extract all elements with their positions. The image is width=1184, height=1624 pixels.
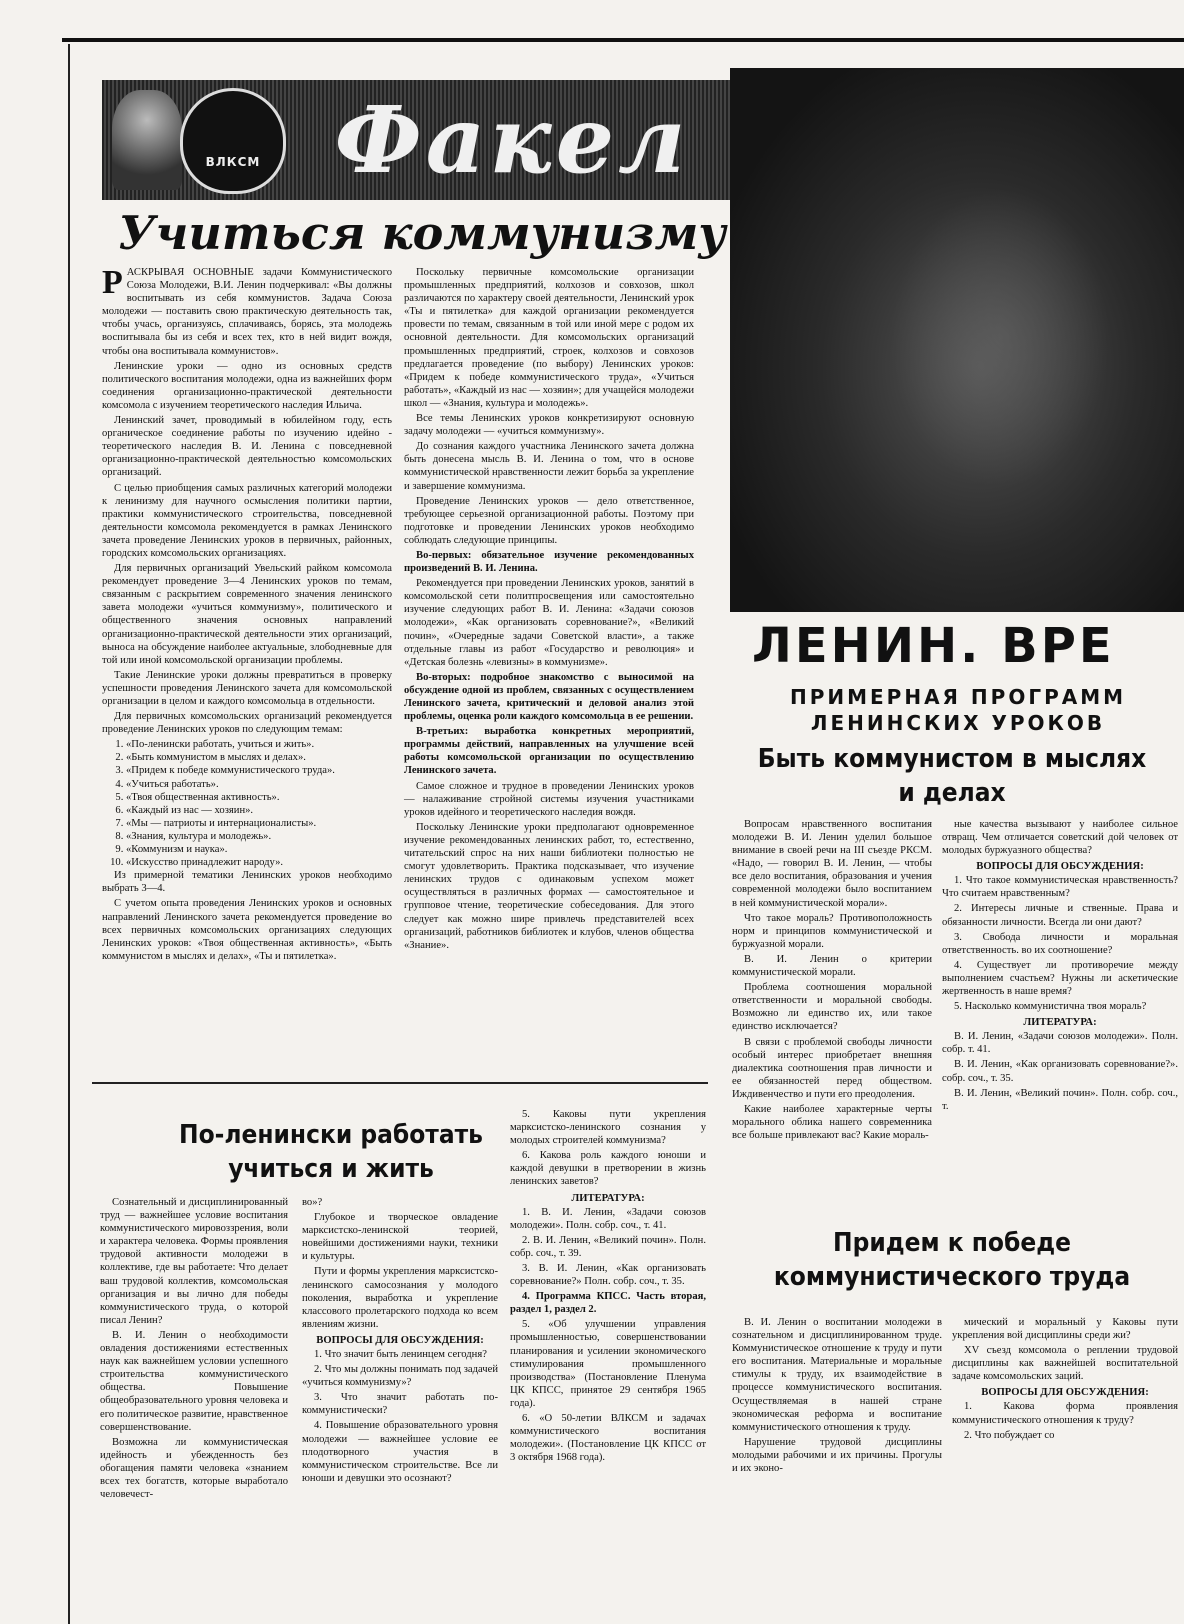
- paragraph: Самое сложное и трудное в проведении Ленинских уроков — налаживание стройной системы изучения участниками уроков идейного и теоретического наследия вождя.: [404, 780, 694, 818]
- list-item: 1. «По-ленински работать, учиться и жить».: [126, 738, 392, 751]
- torch-icon: [112, 90, 182, 190]
- literature-item: В. И. Ленин, «Как организовать соревнование?». собр. соч., т. 35.: [942, 1059, 1178, 1084]
- paragraph: До сознания каждого участника Ленинского зачета должна быть донесена мысль В. И. Ленина о том, что в основе коммунистической нравственности лежит борьба за укрепление и завершение коммунизма.: [404, 441, 694, 492]
- literature-heading: ЛИТЕРАТУРА:: [571, 1192, 645, 1204]
- paragraph: Для первичных организаций Увельский райком комсомола рекомендует проведение 3—4 Ленинских уроков по темам, связанным с раскрытием современного значения ленинского завета молодежи «учиться коммунизму», политического и общественного значения основных направлений организационно-практической деятельности этих организаций, выноса на обсуждение наиболее актуальные, злободневные для той или иной комсомольской организации проблемы.: [102, 563, 392, 666]
- paragraph: Из примерной тематики Ленинских уроков необходимо выбрать 3—4.: [102, 870, 392, 895]
- paragraph: Во-вторых: подробное знакомство с выносимой на обсуждение одной из проблем, связанных с осуществлением Ленинского зачета, критический и деловой анализ этой проблемы, оценка роли каждого комсомольца в ее решении.: [404, 671, 694, 723]
- paragraph: во»?: [302, 1197, 323, 1208]
- question: 1. Какова форма проявления коммунистического отношения к труду?: [952, 1401, 1178, 1426]
- paragraph: Для первичных комсомольских организаций рекомендуется проведение Ленинских уроков по следующим темам:: [102, 711, 392, 736]
- masthead-title: Факел: [334, 86, 690, 194]
- literature-item: 6. «О 50-летии ВЛКСМ и задачах коммунистического воспитания молодежи». (Постановление ЦК КПСС от 3 октября 1968 года).: [510, 1412, 706, 1464]
- list-item: 5. «Твоя общественная активность».: [126, 791, 392, 804]
- paragraph: ные качества вызывают у наиболее сильное отвращ. Чем отличается советский дой человек от молодых буржуазного общества?: [942, 819, 1178, 857]
- paragraph: В. И. Ленин о критерии коммунистической морали.: [732, 953, 932, 979]
- paragraph: мический и моральный у Каковы пути укрепления вой дисциплины среди жи?: [952, 1317, 1178, 1342]
- list-item: 7. «Мы — патриоты и интернационалисты».: [126, 817, 392, 830]
- paragraph: С целью приобщения самых различных категорий молодежи к ленинизму для научного осмысления политики партии, практики коммунистического строительства, повседневной деятельности комсомола рекомендуется в рамках Ленинского зачета проведение Ленинских уроков в первичных, районных, городских комсомольских организациях.: [102, 482, 392, 559]
- bottom-column-2: [302, 1196, 498, 1487]
- question: 3. Что значит работать по-коммунистически?: [302, 1392, 498, 1417]
- literature-heading: ЛИТЕРАТУРА:: [1023, 1017, 1097, 1029]
- subheading-labor: Придем к победе коммунистического труда: [773, 1228, 1131, 1292]
- paragraph: Все темы Ленинских уроков конкретизируют основную задачу молодежи — «учиться коммунизму».: [404, 413, 694, 438]
- program-line-1: ПРИМЕРНАЯ ПРОГРАММ: [789, 685, 1127, 709]
- lenin-photo: [730, 68, 1184, 612]
- question: 3. Свобода личности и моральная ответственность. во их соотношение?: [942, 931, 1178, 956]
- paragraph: Какие наиболее характерные черты морального облика нашего современника все больше привлекают вас? Какие мораль-: [732, 1103, 932, 1142]
- newspaper-page: [62, 38, 1184, 1624]
- literature-item: 2. В. И. Ленин, «Великий почин». Полн. собр. соч., т. 39.: [510, 1234, 706, 1259]
- paragraph: В. И. Ленин о воспитании молодежи в сознательном и дисциплинированном труде. Коммунистическое отношение к труду и пути его воспитания. Материальные и моральные стимулы к труду, их взаимодействие в процессе коммунистического воспитания. Осуществляемая в нашей стране экономическая реформа и воспитание коммунистического отношения к труду.: [732, 1317, 942, 1433]
- right-column-2: [942, 818, 1178, 1115]
- dropcap: Р: [102, 264, 123, 301]
- bottom-headline: По-ленински работать учиться и жить: [179, 1120, 483, 1184]
- list-item: 2. «Быть коммунистом в мыслях и делах».: [126, 751, 392, 764]
- paragraph: Глубокое и творческое овладение марксистско-ленинской теорией, новейшими достижениями науки, техники и культуры.: [302, 1212, 498, 1263]
- right-column-3: [732, 1316, 942, 1477]
- badge-label: ВЛКСМ: [205, 155, 261, 169]
- literature-item: 5. «Об улучшении управления промышленностью, совершенствовании планирования и усилении экономического стимулирования промышленного производства» (Постановление Пленума ЦК КПСС, принятое 29 сентября 1965 года).: [510, 1319, 706, 1409]
- question: 2. Интересы личные и ственные. Права и обязанности личности. Всегда ли они дают?: [942, 903, 1178, 928]
- right-column-1: [732, 818, 932, 1144]
- program-line-2: ЛЕНИНСКИХ УРОКОВ: [810, 711, 1106, 735]
- left-rule: [68, 44, 70, 1624]
- paragraph: Возможна ли коммунистическая идейность и убежденность без обогащения памяти человека «знанием всех тех богатств, которые выработало человечест-: [100, 1436, 288, 1501]
- question: 1. Что значит быть ленинцем сегодня?: [314, 1348, 487, 1360]
- main-column-2: [404, 266, 694, 954]
- paragraph: Что такое мораль? Противоположность норм и принципов коммунистической и буржуазной морали.: [732, 912, 932, 950]
- article-lead: РАСКРЫВАЯ ОСНОВНЫЕ задачи Коммунистического Союза Молодежи, В.И. Ленин подчеркивал: «Вы должны воспитывать из себя коммунистов. Задача Союза молодежи — поставить свою практическую деятельность так, чтобы учась, организуясь, сплачиваясь, борясь, эта молодежь воспитывала бы из себя и всех тех, кто в ней видит вождя, чтобы она воспитывала коммунистов».: [102, 264, 392, 357]
- komsomol-badge-icon: [180, 88, 286, 194]
- main-headline: Учиться коммунизму: [118, 206, 726, 260]
- paragraph: XV съезд комсомола о реплении трудовой дисциплины как важнейшей воспитательной задаче комсомольских заций.: [952, 1345, 1178, 1383]
- paragraph: Рекомендуется при проведении Ленинских уроков, занятий в комсомольской сети политпросвещения или самостоятельно изучение следующих работ В. И. Ленина: «Задачи союзов молодежи», «Как организовать соревнование?», «Великий почин», «Очередные задачи Советской власти», а также отдельные главы из работ «Государство и революция» и «Детская болезнь «левизны» в коммунизме».: [404, 578, 694, 668]
- question: 5. Каковы пути укрепления марксистско-ленинского сознания у молодых строителей коммунизма?: [510, 1109, 706, 1147]
- paragraph: Ленинский зачет, проводимый в юбилейном году, есть органическое соединение работы по изучению идейно - теоретического наследия В. И. Ленина с повседневной организационно-практической деятельностью комсомольских организаций.: [102, 415, 392, 479]
- questions-heading: ВОПРОСЫ ДЛЯ ОБСУЖДЕНИЯ:: [981, 1387, 1149, 1399]
- list-item: 6. «Каждый из нас — хозяин».: [126, 804, 392, 817]
- list-item: 3. «Придем к победе коммунистического труда».: [126, 764, 392, 777]
- paragraph: Поскольку Ленинские уроки предполагают одновременное изучение рекомендованных ленинских работ, то, естественно, читательский спрос на них наши библиотеки полностью не смогут удовлетворить. Практика подсказывает, что изучение ленинских трудов с одинаковым успехом может осуществляться в различных формах — самостоятельное и групповое чтение, теоретические собеседования. Для этого следует как можно шире привлечь представителей всех организаций, работников библиотек и клубов, членов общества «Знание».: [404, 821, 694, 951]
- paragraph: С учетом опыта проведения Ленинских уроков и основных направлений Ленинского зачета рекомендуется проведение во всех первичных комсомольских организациях следующих Ленинских уроков: «Твоя общественная активность», «Быть коммунистом в мыслях и делах», «Ты и пятилетка».: [102, 898, 392, 962]
- masthead: [102, 80, 730, 200]
- paragraph: В-третьих: выработка конкретных мероприятий, программы действий, направленных на улучшение всей работы комсомольской организации по осуществлению Ленинского зачета.: [404, 726, 694, 777]
- paragraph: Поскольку первичные комсомольские организации промышленных предприятий, колхозов и совхозов, школ различаются по характеру своей деятельности, Ленинский урок «Ты и пятилетка» для каждой организации рекомендуется провести по темам, связанным в той или иной мере с родом их основной деятельности. Для комсомольских организаций промышленных предприятий, строек, колхозов и совхозов предлагается проведение (по выбору) Ленинских уроков: «Придем к победе коммунистического труда», «Учиться работать», «Каждый из нас — хозяин»; для учащейся молодежи школ — «Знания, культура и молодежь».: [404, 267, 694, 409]
- topics-list: [102, 738, 392, 869]
- paragraph: Проведение Ленинских уроков — дело ответственное, требующее серьезной организационной работы. Поэтому при подготовке и проведении Ленинских уроков необходимо соблюдать следующие принципы.: [404, 495, 694, 546]
- paragraph: Ленинские уроки — одно из основных средств политического воспитания молодежи, одна из важнейших форм соединения организационно-практической деятельности комсомола с изучением теоретического наследия Ильича.: [102, 360, 392, 411]
- list-item: 4. «Учиться работать».: [126, 778, 392, 791]
- subheading-communist: Быть коммунистом в мыслях и делах: [757, 744, 1147, 808]
- questions-heading: ВОПРОСЫ ДЛЯ ОБСУЖДЕНИЯ:: [976, 861, 1144, 873]
- question: 5. Насколько коммунистична твоя мораль?: [954, 1001, 1147, 1013]
- paragraph: Пути и формы укрепления марксистско-ленинского самосознания у молодого поколения, выработка и укрепление классового пролетарского подхода ко всем явлениям жизни.: [302, 1266, 498, 1330]
- section-headline: ЛЕНИН. ВРЕ: [752, 618, 1115, 674]
- question: 2. Что мы должны понимать под задачей «учиться коммунизму»?: [302, 1364, 498, 1389]
- literature-item: В. И. Ленин, «Великий почин». Полн. собр. соч., т.: [942, 1087, 1178, 1112]
- question: 4. Повышение образовательного уровня молодежи — важнейшее условие ее плодотворного участия в коммунистическом строительстве. Все ли юноши и девушки это осознают?: [302, 1420, 498, 1484]
- literature-item: В. И. Ленин, «Задачи союзов молодежи». Полн. собр. т. 41.: [942, 1031, 1178, 1056]
- program-heading: [732, 684, 1184, 736]
- paragraph: Сознательный и дисциплинированный труд — важнейшее условие воспитания коммунистического мировоззрения, воли и характера человека. Формы проявления трудовой активности молодежи в коллективе, где вы работаете: Что делает ваш трудовой коллектив, комсомольская организация и вы лично для победы коммунистического труда, о которой писал Ленин?: [100, 1197, 288, 1326]
- list-item: 9. «Коммунизм и наука».: [126, 843, 392, 856]
- question: 2. Что побуждает со: [964, 1429, 1055, 1441]
- literature-item: 4. Программа КПСС. Часть вторая, раздел 1, раздел 2.: [510, 1291, 706, 1316]
- paragraph: В связи с проблемой свободы личности особый интерес приобретает внешняя диалектика соотношения прав личности и ее обязанностей перед обществом. Иждивенчество и пути его преодоления.: [732, 1036, 932, 1100]
- question: 4. Существует ли противоречие между выполнением счастьем? Нужны ли аскетические жертвенность в наше время?: [942, 959, 1178, 998]
- section-rule: [92, 1082, 708, 1084]
- paragraph: В. И. Ленин о необходимости овладения достижениями естественных наук как важнейшем условии успешного строительства коммунистического общества. Повышение общеобразовательного уровня человека и его политическое развитие, нравственное совершенствование.: [100, 1329, 288, 1433]
- literature-item: 1. В. И. Ленин, «Задачи союзов молодежи». Полн. собр. соч., т. 41.: [510, 1206, 706, 1231]
- literature-item: 3. В. И. Ленин, «Как организовать соревнование?» Полн. собр. соч., т. 35.: [510, 1262, 706, 1288]
- list-item: 8. «Знания, культура и молодежь».: [126, 830, 392, 843]
- bottom-column-3: [510, 1108, 706, 1466]
- question: 6. Какова роль каждого юноши и каждой девушки в претворении в жизнь ленинских заветов?: [510, 1150, 706, 1188]
- paragraph: Проблема соотношения моральной ответственности и моральной свободы. Возможно ли единство их, или такое единство исключается?: [732, 982, 932, 1033]
- list-item: 10. «Искусство принадлежит народу».: [126, 856, 392, 869]
- right-column-4: [952, 1316, 1178, 1444]
- top-rule: [62, 38, 1184, 42]
- question: 1. Что такое коммунистическая нравственность? Что считаем нравственным?: [942, 875, 1178, 900]
- main-column-1: [102, 266, 392, 965]
- paragraph: Во-первых: обязательное изучение рекомендованных произведений В. И. Ленина.: [404, 549, 694, 575]
- paragraph: Такие Ленинские уроки должны превратиться в проверку успешности проведения Ленинского зачета для комсомольской организации в целом и каждого комсомольца в отдельности.: [102, 669, 392, 707]
- paragraph: Нарушение трудовой дисциплины молодыми рабочими и их причины. Прогулы и их эконо-: [732, 1436, 942, 1475]
- bottom-column-1: [100, 1196, 288, 1503]
- questions-heading: ВОПРОСЫ ДЛЯ ОБСУЖДЕНИЯ:: [316, 1334, 484, 1346]
- paragraph: Вопросам нравственного воспитания молодежи В. И. Ленин уделил большое внимание в своей речи на III съезде РКСМ. «Надо, — говорил В. И. Ленин, — чтобы все дело воспитания, образования и учения современной молодежи было воспитанием в ней коммунистической морали».: [732, 819, 932, 909]
